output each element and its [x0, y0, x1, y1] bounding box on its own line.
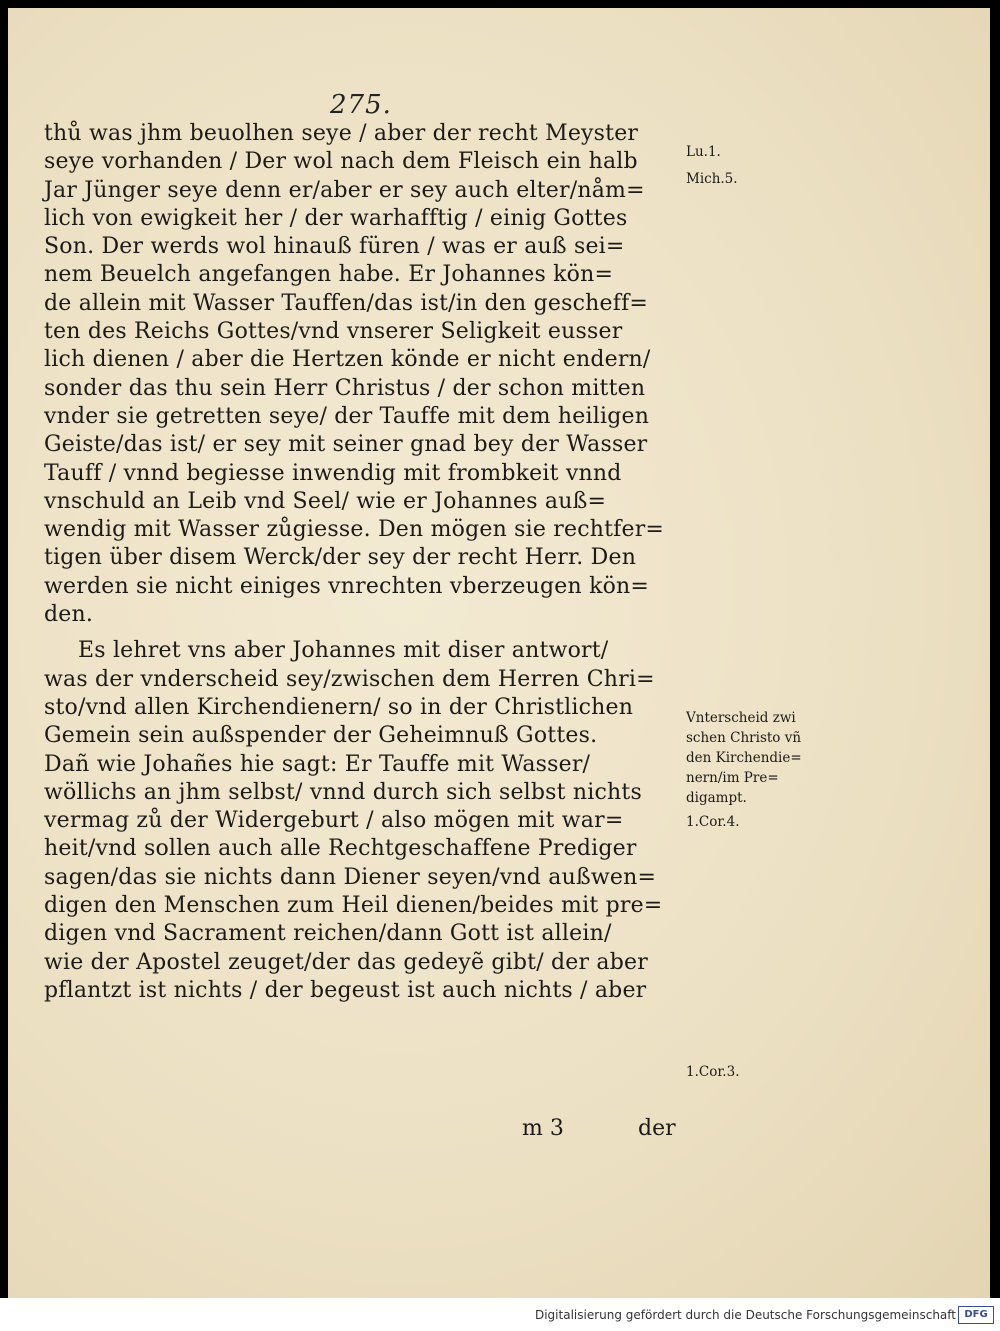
- margin-note: 1.Cor.4.: [686, 814, 740, 830]
- text-line: vnder sie getretten seye/ der Tauffe mit dem heiligen: [44, 403, 650, 429]
- text-line: sto/vnd allen Kirchendienern/ so in der Christlichen: [44, 694, 634, 720]
- signature-mark: m 3: [522, 1116, 564, 1141]
- text-line: Es lehret vns aber Johannes mit diser antwort/: [78, 638, 609, 664]
- main-text-block: [44, 120, 694, 1005]
- margin-note: schen Christo vñ: [686, 730, 802, 746]
- text-line: vermag zů der Widergeburt / also mögen mit war=: [44, 808, 624, 834]
- funding-notice: Digitalisierung gefördert durch die Deutsche Forschungsgemeinschaft: [534, 1308, 956, 1322]
- text-line: heit/vnd sollen auch alle Rechtgeschaffene Prediger: [44, 836, 637, 862]
- text-line: Jar Jünger seye denn er/aber er sey auch elter/nåm=: [44, 177, 645, 203]
- margin-note: Mich.5.: [686, 171, 738, 187]
- text-line: digen vnd Sacrament reichen/dann Gott ist allein/: [44, 921, 612, 947]
- text-line: wöllichs an jhm selbst/ vnnd durch sich selbst nichts: [44, 779, 642, 805]
- margin-note: Lu.1.: [686, 144, 721, 160]
- text-line: ten des Reichs Gottes/vnd vnserer Seligkeit eusser: [44, 319, 623, 345]
- margin-note: nern/im Pre=: [686, 770, 779, 786]
- text-line: lich dienen / aber die Hertzen könde er nicht endern/: [44, 347, 651, 373]
- text-line: werden sie nicht einiges vnrechten vberzeugen kön=: [44, 573, 650, 599]
- text-line: sonder das thu sein Herr Christus / der schon mitten: [44, 375, 646, 401]
- footer-bar: [0, 1298, 1000, 1331]
- dfg-logo: DFG: [958, 1306, 994, 1324]
- text-line: vnschuld an Leib vnd Seel/ wie er Johannes auß=: [44, 488, 607, 514]
- margin-note: Vnterscheid zwi: [686, 710, 796, 726]
- text-line: Gemein sein außspender der Geheimnuß Gottes.: [44, 723, 598, 749]
- text-line: Geiste/das ist/ er sey mit seiner gnad bey der Wasser: [44, 432, 648, 458]
- text-line: de allein mit Wasser Tauffen/das ist/in den gescheff=: [44, 290, 649, 316]
- text-line: wie der Apostel zeuget/der das gedeyẽ gibt/ der aber: [44, 949, 648, 975]
- margin-note: digampt.: [686, 790, 747, 806]
- catchword: der: [638, 1116, 676, 1141]
- text-line: Dañ wie Johañes hie sagt: Er Tauffe mit Wasser/: [44, 751, 591, 777]
- text-line: pflantzt ist nichts / der begeust ist auch nichts / aber: [44, 977, 647, 1003]
- page-number: 275.: [330, 90, 392, 120]
- text-line: thů was jhm beuolhen seye / aber der recht Meyster: [44, 121, 639, 146]
- text-line: Son. Der werds wol hinauß füren / was er auß sei=: [44, 234, 625, 260]
- margin-note: 1.Cor.3.: [686, 1064, 740, 1080]
- text-line: was der vnderscheid sey/zwischen dem Herren Chri=: [44, 666, 655, 692]
- text-line: sagen/das sie nichts dann Diener seyen/vnd außwen=: [44, 864, 657, 890]
- margin-note: den Kirchendie=: [686, 750, 802, 766]
- text-line: seye vorhanden / Der wol nach dem Fleisch ein halb: [44, 149, 638, 175]
- book-page: [8, 8, 990, 1298]
- text-line: tigen über disem Werck/der sey der recht Herr. Den: [44, 545, 637, 571]
- text-line: lich von ewigkeit her / der warhafftig / einig Gottes: [44, 205, 628, 231]
- text-line: wendig mit Wasser zůgiesse. Den mögen sie rechtfer=: [44, 517, 665, 543]
- text-line: digen den Menschen zum Heil dienen/beides mit pre=: [44, 893, 663, 919]
- text-line: den.: [44, 602, 94, 628]
- text-line: nem Beuelch angefangen habe. Er Johannes kön=: [44, 262, 614, 288]
- text-line: Tauff / vnnd begiesse inwendig mit frombkeit vnnd: [44, 460, 622, 486]
